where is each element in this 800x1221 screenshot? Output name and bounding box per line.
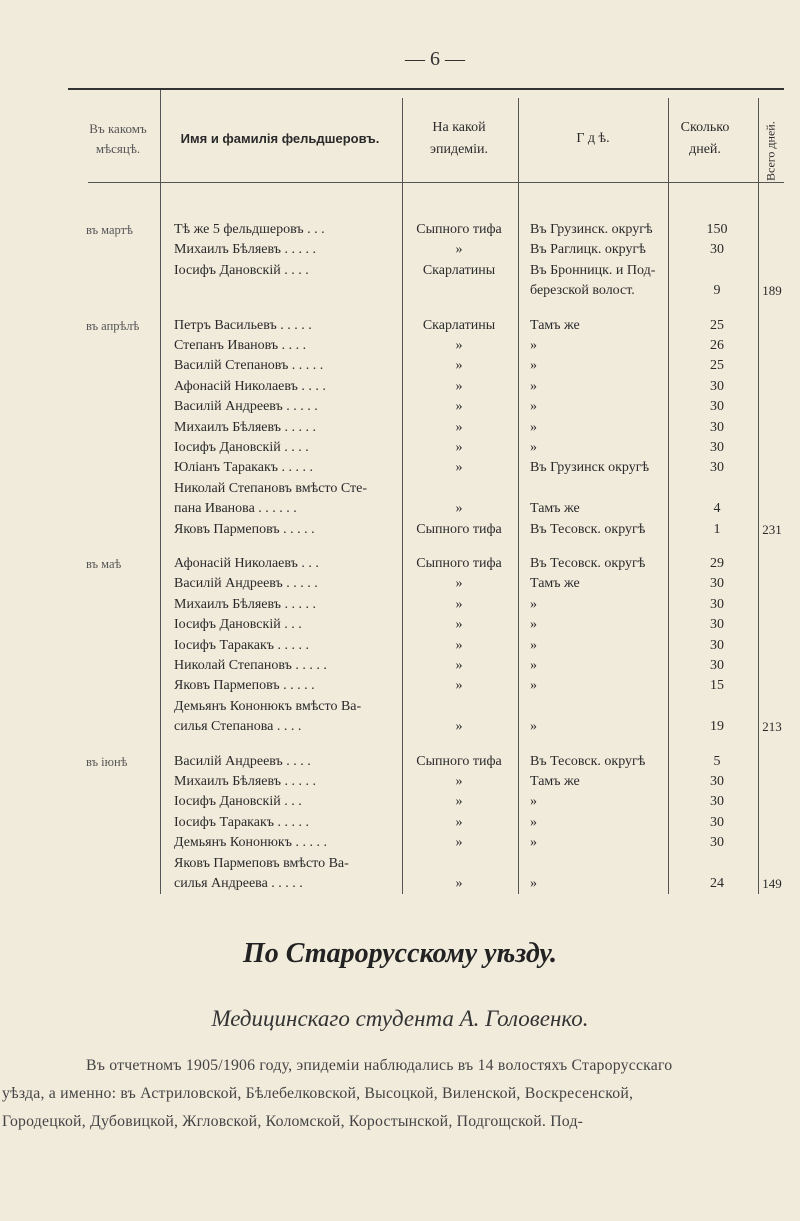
table-row — [68, 656, 784, 677]
table-row — [68, 595, 784, 616]
days-cell: 150 — [706, 222, 728, 237]
place-cell: » — [530, 794, 537, 810]
name-cell: Іосифъ Дановскій . . . — [174, 794, 302, 810]
table-row — [68, 240, 784, 261]
header-place: Г д ѣ. — [576, 131, 610, 147]
table-row — [68, 554, 784, 575]
name-cell: Василій Андреевъ . . . . . — [174, 576, 318, 592]
name-cell: Василій Андреевъ . . . . . — [174, 399, 318, 415]
days-cell: 30 — [710, 835, 724, 851]
days-cell: 30 — [710, 814, 724, 830]
days-cell: 25 — [710, 358, 724, 374]
month-cell: въ мартѣ — [86, 223, 133, 237]
table-row — [68, 479, 784, 500]
table-row — [68, 397, 784, 418]
table-row — [68, 261, 784, 282]
name-cell: Демьянъ Кононюкъ . . . . . — [174, 835, 327, 851]
name-cell: Демьянъ Кононюкъ вмѣсто Ва- — [174, 698, 362, 714]
place-cell: » — [530, 358, 537, 374]
name-cell: Тѣ же 5 фельдшеровъ . . . — [174, 222, 325, 237]
epidemic-cell: » — [455, 338, 463, 353]
place-cell: Тамъ же — [530, 501, 580, 517]
name-cell: Степанъ Ивановъ . . . . — [174, 338, 307, 353]
name-cell: Петръ Васильевъ . . . . . — [174, 317, 312, 333]
header-total: Всего дней. — [763, 121, 778, 181]
place-cell: Тамъ же — [530, 576, 580, 592]
days-cell: 25 — [710, 317, 724, 333]
header-month: Въ какомъ мѣсяцѣ. — [89, 120, 147, 156]
days-cell: 4 — [713, 501, 721, 517]
table-row — [68, 752, 784, 773]
table-row — [68, 636, 784, 657]
header-name: Имя и фамилія фельдшеровъ. — [180, 130, 380, 146]
table-row — [68, 874, 784, 895]
paragraph-line-3: Городецкой, Дубовицкой, Жгловской, Коломской, Коростынской, Подгощской. Под- — [2, 1113, 584, 1130]
table-row — [68, 772, 784, 793]
month-cell: въ маѣ — [86, 557, 122, 571]
table-row — [68, 697, 784, 718]
epidemic-cell: » — [455, 814, 463, 830]
name-cell: Іосифъ Дановскій . . . . — [174, 440, 309, 455]
place-cell: » — [530, 637, 537, 653]
days-cell: 9 — [713, 283, 721, 299]
table-row — [68, 833, 784, 854]
place-cell: » — [530, 814, 537, 830]
epidemic-cell: Сыпного тифа — [416, 753, 502, 769]
header-divider — [88, 182, 784, 183]
name-cell: Юліанъ Таракакъ . . . . . — [174, 460, 314, 476]
name-cell: Михаилъ Бѣляевъ . . . . . — [174, 596, 316, 612]
place-cell: Тамъ же — [530, 317, 580, 333]
days-cell: 30 — [710, 596, 724, 612]
epidemic-cell: » — [455, 678, 463, 694]
name-cell: Іосифъ Дановскій . . . — [174, 617, 302, 633]
epidemic-cell: » — [455, 637, 463, 653]
place-cell: Тамъ же — [530, 774, 580, 789]
epidemic-cell: » — [455, 596, 463, 612]
days-cell: 26 — [710, 338, 724, 353]
days-cell: 15 — [710, 678, 724, 694]
epidemic-cell: Сыпного тифа — [416, 222, 502, 237]
name-cell: Іосифъ Таракакъ . . . . . — [174, 637, 310, 653]
table-row — [68, 220, 784, 241]
epidemic-cell: » — [455, 378, 463, 394]
name-cell: Афонасій Николаевъ . . . . — [174, 378, 326, 394]
days-cell: 30 — [710, 440, 724, 455]
days-cell: 30 — [710, 774, 724, 789]
days-cell: 30 — [710, 637, 724, 653]
place-cell: » — [530, 835, 537, 851]
page-number: — 6 — — [405, 48, 465, 70]
epidemic-cell: Скарлатины — [422, 317, 496, 333]
total-cell: 189 — [762, 283, 782, 299]
epidemic-cell: » — [455, 242, 463, 258]
table-row — [68, 717, 784, 738]
paragraph-line-1: Въ отчетномъ 1905/1906 году, эпидеміи наблюдались въ 14 волостяхъ Старорусскаго — [86, 1057, 673, 1074]
days-cell: 5 — [713, 753, 721, 769]
days-cell: 30 — [710, 399, 724, 415]
name-cell: Николай Степановъ . . . . . — [174, 658, 327, 673]
total-cell: 231 — [762, 521, 782, 537]
place-cell: Въ Раглицк. округѣ — [530, 242, 646, 258]
days-cell: 30 — [710, 419, 724, 435]
table-row — [68, 336, 784, 357]
days-cell: 1 — [713, 521, 721, 537]
table-row — [68, 813, 784, 834]
table-row — [68, 418, 784, 439]
days-cell: 29 — [710, 556, 724, 571]
place-cell: Въ Грузинск. округѣ — [530, 222, 653, 237]
epidemic-cell: » — [455, 419, 463, 435]
name-cell: Іосифъ Дановскій . . . . — [174, 262, 309, 278]
place-cell: Въ Бронницк. и Под- — [530, 262, 656, 278]
days-cell: 30 — [710, 794, 724, 810]
place-cell: » — [530, 419, 537, 435]
name-cell: силья Андреева . . . . . — [174, 876, 303, 891]
header-epidemic: На какой эпидеміи. — [429, 120, 489, 157]
name-cell: Михаилъ Бѣляевъ . . . . . — [174, 774, 316, 789]
days-cell: 30 — [710, 658, 724, 673]
name-cell: Михаилъ Бѣляевъ . . . . . — [174, 419, 316, 435]
month-cell: въ апрѣлѣ — [86, 318, 140, 333]
name-cell: Яковъ Пармеповъ . . . . . — [174, 678, 315, 694]
epidemic-cell: » — [455, 358, 463, 374]
table-row — [68, 615, 784, 636]
place-cell: » — [530, 338, 537, 353]
epidemic-cell: » — [455, 440, 463, 455]
header-days: Сколько дней. — [680, 120, 730, 157]
epidemic-cell: Сыпного тифа — [416, 521, 502, 537]
days-cell: 24 — [710, 876, 724, 891]
epidemic-cell: Скарлатины — [422, 262, 496, 278]
name-cell: силья Степанова . . . . — [174, 719, 302, 735]
place-cell: » — [530, 617, 537, 633]
name-cell: Василій Степановъ . . . . . — [174, 358, 324, 374]
table-row — [68, 792, 784, 813]
epidemic-cell: » — [455, 460, 463, 476]
table-row — [68, 520, 784, 541]
days-cell: 30 — [710, 242, 724, 258]
table-row — [68, 458, 784, 479]
table-row — [68, 574, 784, 595]
table-row — [68, 377, 784, 398]
epidemic-cell: » — [455, 399, 463, 415]
place-cell: » — [530, 876, 537, 891]
table-row — [68, 499, 784, 520]
place-cell: » — [530, 719, 537, 735]
days-cell: 19 — [710, 719, 724, 735]
epidemic-cell: Сыпного тифа — [416, 556, 502, 571]
name-cell: Николай Степановъ вмѣсто Сте- — [174, 480, 368, 496]
place-cell: Въ Тесовск. округѣ — [530, 521, 646, 537]
name-cell: пана Иванова . . . . . . — [174, 501, 297, 517]
days-cell: 30 — [710, 576, 724, 592]
place-cell: березской волост. — [530, 283, 635, 299]
table-row — [68, 676, 784, 697]
days-cell: 30 — [710, 460, 724, 476]
name-cell: Яковъ Пармеповъ вмѣсто Ва- — [174, 855, 349, 871]
table-row — [68, 854, 784, 875]
epidemic-cell: » — [455, 501, 463, 517]
place-cell: Въ Грузинск округѣ — [530, 460, 650, 476]
place-cell: Въ Тесовск. округѣ — [530, 556, 646, 571]
epidemic-cell: » — [455, 719, 463, 735]
month-cell: въ іюнѣ — [86, 754, 128, 769]
name-cell: Афонасій Николаевъ . . . — [174, 556, 319, 571]
fieldsher-table — [68, 88, 784, 894]
name-cell: Яковъ Пармеповъ . . . . . — [174, 521, 315, 537]
section-subtitle: Медицинскаго студента А. Головенко. — [211, 1006, 589, 1031]
total-cell: 149 — [762, 876, 782, 891]
name-cell: Василій Андреевъ . . . . — [174, 753, 311, 769]
paragraph-line-2: уѣзда, а именно: въ Астриловской, Бѣлебелковской, Высоцкой, Виленской, Воскресенской, — [2, 1085, 634, 1102]
name-cell: Іосифъ Таракакъ . . . . . — [174, 814, 310, 830]
place-cell: » — [530, 658, 537, 673]
table-row — [68, 316, 784, 337]
place-cell: » — [530, 440, 537, 455]
epidemic-cell: » — [455, 576, 463, 592]
epidemic-cell: » — [455, 658, 463, 673]
total-cell: 213 — [762, 719, 782, 735]
epidemic-cell: » — [455, 617, 463, 633]
name-cell: Михаилъ Бѣляевъ . . . . . — [174, 242, 316, 258]
place-cell: » — [530, 678, 537, 694]
table-row — [68, 281, 784, 302]
epidemic-cell: » — [455, 774, 463, 789]
place-cell: Въ Тесовск. округѣ — [530, 753, 646, 769]
days-cell: 30 — [710, 378, 724, 394]
epidemic-cell: » — [455, 794, 463, 810]
table-row — [68, 438, 784, 459]
table-row — [68, 356, 784, 377]
place-cell: » — [530, 378, 537, 394]
epidemic-cell: » — [455, 876, 463, 891]
place-cell: » — [530, 399, 537, 415]
epidemic-cell: » — [455, 835, 463, 851]
days-cell: 30 — [710, 617, 724, 633]
section-title: По Старорусскому уѣзду. — [242, 938, 558, 969]
place-cell: » — [530, 596, 537, 612]
